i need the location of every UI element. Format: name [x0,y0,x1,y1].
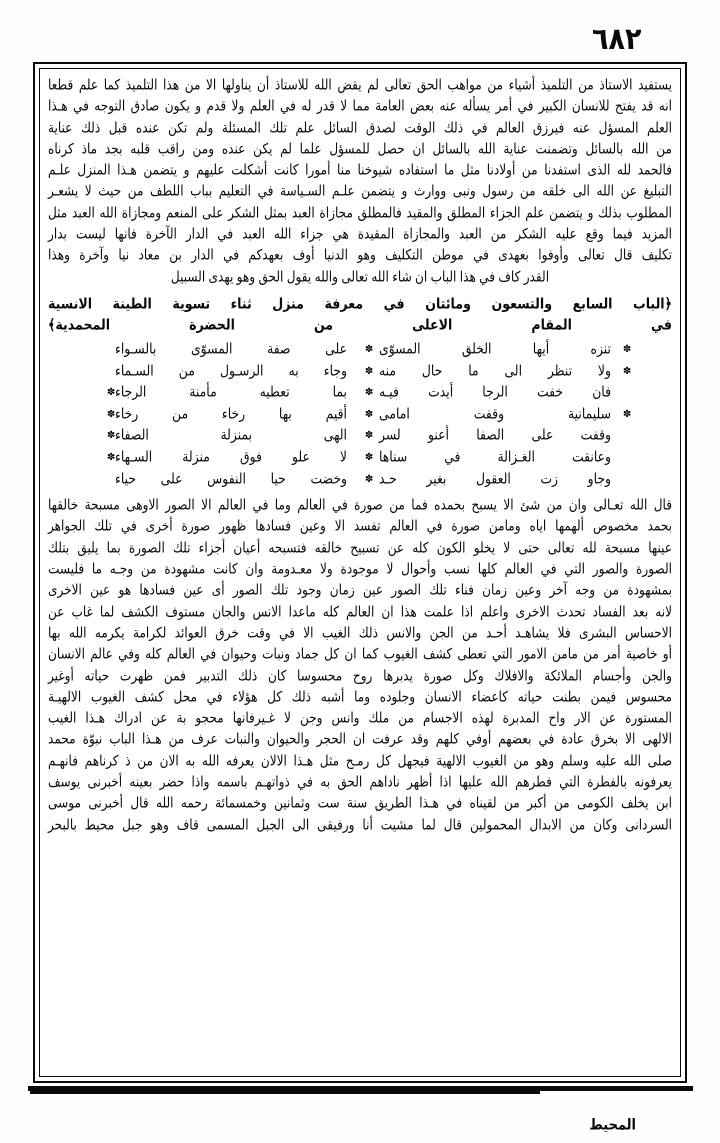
text-line: الالهى الا بخرق عادة في بعضهم أوفي كلهم وقد عرفت ان الحجر والحيوان والنبات عرف من هـذا الباب نبوّة محمد [48,731,672,748]
top-paragraph [48,75,672,288]
page-frame-outer [33,62,687,1083]
poem-verse [48,403,672,425]
text-line: قال الله تعـالى وان من شئ الا يسبح بحمده فما من صورة في العالم وما في العالم الا الصور الاوهى مسبحة خالقها [48,496,672,514]
hemistich-first: وقفت على الصفا أعنو لسر [379,426,611,444]
hemistich-second: وخضت حيا النفوس على حياء [115,469,347,487]
hemistich-second: أقيم بها رخاء من رخاء [115,404,347,422]
chapter-heading [48,293,672,336]
text-line: القدر كاف في هذا الباب ان شاء الله تعالى والله يقول الحق وهو يهدى السبيل [170,268,550,285]
hemistich-first: ولا تنظر الى ما حال منه [379,361,611,379]
verse-star-icon: ✽ [364,408,373,420]
text-line: انه قد يفتح للانسان الكبير في أمر يسأله عنه بعض العامة مما لا قدر له في العلم ولا قدم و يكون صادق التوجه في هـذا [48,97,672,115]
text-line: ابن يخلف الكومى من أكبر من لقيناه في هـذا الطريق سنة ست وثمانين وخمسمائة رحمه الله قال أخبرنى موسى [48,794,672,812]
chapter-heading-line-2: في المقام الاعلى من الحضرة المحمدية﴾ [48,316,672,334]
poem-verse [48,446,672,468]
hemistich-first: وعانقت الغـزالة في سناها [379,447,611,466]
hemistich-first: سليمانية وقفت امامى [379,404,611,422]
hemistich-second: على صفة المسوّى بالسـواء [115,339,347,358]
text-line: والجن وأجسام الملائكة والافلاك وكل صورة يدبرها روح محسوسا كان ذلك التدبير فمن ظهرت حياته أوغير [48,667,672,684]
page-frame-inner [39,68,681,1077]
verse-star-icon: ✽ [106,451,115,463]
hemistich-second: الهى بمنزلة الصفاء [115,426,347,444]
text-line: تكليف قال تعالى وأوفوا بعهدى في موطن التكليف وهو الدنيا أوف بعهدكم في الدار بن معاد نيا وآخرة وهذا [48,246,672,264]
text-line: عينها مسبحة لله تعالى حتى لا يخلو الكون كله عن تسبيح خالقه فتسبحه أعيان أجزاء تلك الصورة بما يليق بتلك [48,539,672,556]
poem-verse [48,424,672,446]
verse-star-icon: ✽ [364,430,373,442]
main-paragraph [48,495,672,836]
hemistich-first: تنزه أيها الخلق المسوّى [379,339,611,358]
verse-star-icon: ✽ [106,387,115,399]
text-line: بحمد مخصوص ألهمها اياه ومامن صورة في العالم تفسد الا وعين فسادها ظهور صورة أخرى في تلك الجواهر [48,518,672,535]
poem-verse [48,360,672,382]
folio-area [0,24,720,58]
text-line: المستورة عن الار واح المدبرة لهذه الاجسام من ملك وانس وجن لا غـيرفانها محجو بة عن ادراك هـذا الغيب [48,709,672,727]
text-line: فالحمد لله الذى استفدنا من أولادنا مثل ما استفاده شيوخنا منا أمورا كانت أشكلت عليهم و يتضمن هـذا المنزل علـم [48,161,672,179]
text-line: يعرفونه بالفطرة التي فطرهم الله عليها اذا أظهر ناداهم الحق به في ذواتهـم باسمه واذا حضر بعينه أخبرنى يوسف [48,773,672,791]
hemistich-first: وجاو زت العقول بغير حـد [379,469,611,487]
text-line: بمشهودة من وجه آخر وعين زمان فناء تلك الصور عين زمان وجود تلك الصور أى عين فسادها هو عين الاخرى [48,581,672,599]
verse-star-icon: ✽ [622,365,631,377]
verse-star-icon: ✽ [364,451,373,463]
text-line: السردانى وكان من الابدال المحمولين قال لما مشيت أنا ورفيقى الى الجبل المسمى قاف وهو جبل محيط بالبحر [48,816,672,833]
frame-shadow-rule-secondary [30,1091,540,1094]
hemistich-second: وجاء به الرسـول من السـماء [115,361,347,379]
page-number: ٦٨٢ [592,22,642,57]
text-line: صلى الله عليه وسلم وهو من الغيوب الالهية فيجهل كل رمـح مثل هـذا الالان يعرفه الله به الان من ذ كرناهم فانهـم [48,752,672,769]
poem-verse [48,338,672,360]
hemistich-second: بما تعطيه مأمنة الرجاء [115,382,347,401]
text-line: من الله بالسائل وتضمنت عناية الله بالسائل ان حصل للمسؤل علما لم يكن عنده ومن راقب قلبه بجد ماذ كرناه [48,140,672,158]
poem-verse [48,468,672,490]
poem-verse [48,381,672,403]
text-line: المطلوب بذلك و يتضمن علم الجزاء المطلق والمقيد فالمطلق مجازاة العبد بمثل الشكر على المنعم ومجازاة الله العبد مثل [48,204,672,221]
chapter-heading-line-1: ﴿الباب السابع والتسعون ومائتان في معرفة منزل ثناء تسوية الطينة الانسية [48,294,672,313]
text-line: أو خاصية أمر من مامن الامور التي تعطى كشف الغيوب كما ان كل جماد ونبات وحيوان في العالم كله وفي عالم الانسان [48,645,672,663]
hemistich-first: فان خفت الرجا أيدت فيـه [379,382,611,401]
verse-star-icon: ✽ [364,387,373,399]
page-body [48,75,672,1074]
verse-star-icon: ✽ [622,408,631,420]
poem [48,338,672,489]
verse-star-icon: ✽ [364,343,373,355]
verse-star-icon: ✽ [106,408,115,420]
text-line: المزيد فيما وقع عليه الشكر من العبد والمجازاة المقيدة هي جزاء الله العبد في الدار الآخرة فانها ليست بدار [48,225,672,243]
text-line: العلم المسؤل عنه فيرزق العالم في ذلك الوقت لصدق السائل علم تلك المسئلة ولم تكن عنده قبل ذلك عناية [48,119,672,136]
verse-star-icon: ✽ [622,343,631,355]
text-line: لانه بعد الفساد تحدث الاخرى واعلم اذا علمت هذا ان العالم كله ماعدا الانس والجان مستوف الكشف لما غاب عن [48,603,672,620]
hemistich-second: لا علو فوق منزلة السـهاء [115,447,347,466]
text-line: التبليغ عن الله الى خلقه من رسول ونبى ووارث و يتضمن علـم السـياسة في التعليم بباب اللطف من حيث لا يشعـر [48,183,672,200]
catchword: المحيط [589,1116,636,1135]
text-line: الصورة والصور التي في العالم كلها نسب وأحوال لا موجودة ولا معـدومة وان كانت مشهودة من وجـه ما فليست [48,560,672,578]
text-line: الاحساس البشرى فلا يشاهـد أحـد من الجن والانس ذلك الغيب الا في وقت خرق العوائد لكرامة يكرمه الله بها [48,624,672,642]
text-line: محسوس فيمن بطنت حياته كاعضاء الانسان وجلوده وما أشبه ذلك كل هؤلاء في محل كشف الغيوب الالهيـة [48,688,672,705]
verse-star-icon: ✽ [106,430,115,442]
verse-star-icon: ✽ [364,365,373,377]
text-line: يستفيد الاستاذ من التلميذ أشياء من مواهب الحق تعالى لم يقض الله للاستاذ أن يناولها الا من هذا التلميذ كما علم قطعا [48,76,672,94]
verse-star-icon: ✽ [364,473,373,485]
